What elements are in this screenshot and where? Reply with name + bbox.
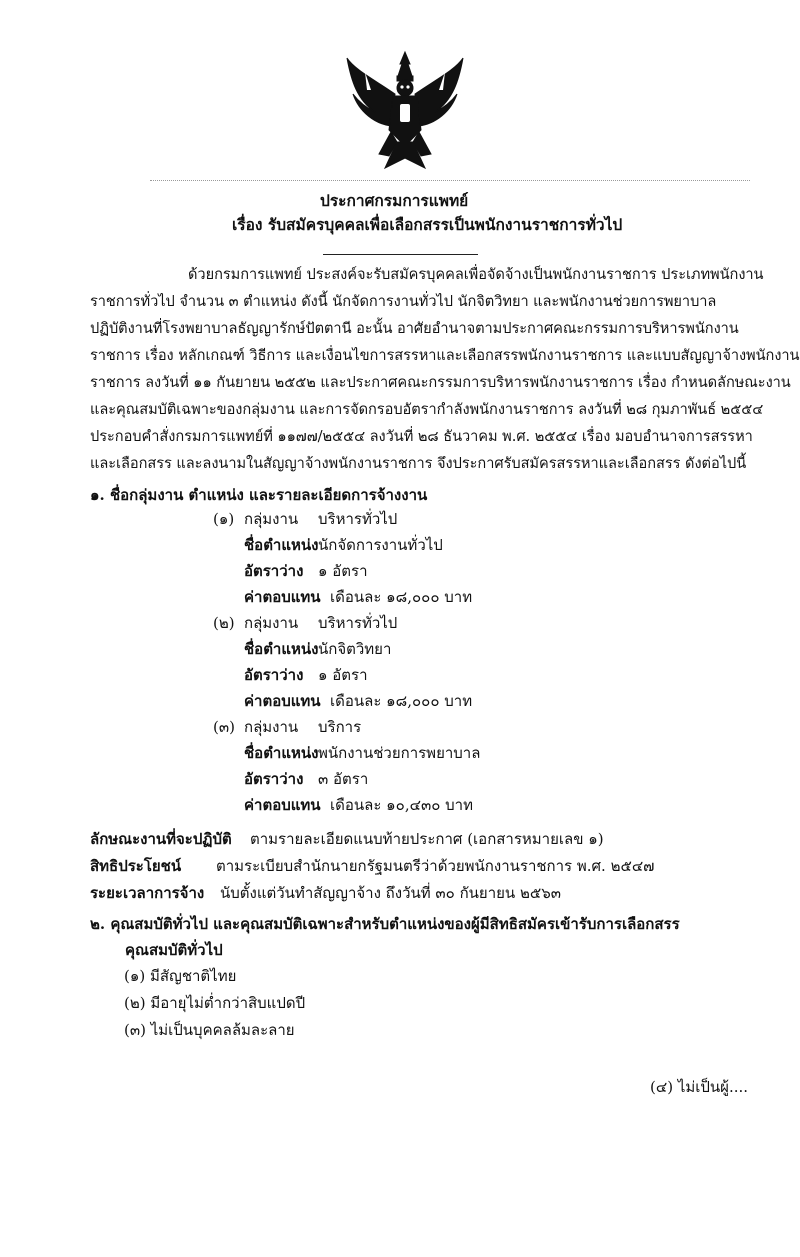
vacancy-label: อัตราว่าง xyxy=(244,562,304,580)
section2-heading: ๒. คุณสมบัติทั่วไป และคุณสมบัติเฉพาะสำหรับตำแหน่งของผู้มีสิทธิสมัครเข้ารับการเลือกสรร xyxy=(90,915,680,933)
vacancy-value: ๑ อัตรา xyxy=(318,666,368,684)
intro-line: และคุณสมบัติเฉพาะของกลุ่มงาน และการจัดกรอบอัตรากำลังพนักงานราชการ ลงวันที่ ๒๘ กุมภาพันธ์ ๒๕๕๔ xyxy=(90,401,764,418)
pay-label: ค่าตอบแทน xyxy=(244,692,321,710)
position-number: (๑) xyxy=(213,510,235,528)
position-number: (๒) xyxy=(213,614,235,632)
group-value: บริหารทั่วไป xyxy=(318,614,398,632)
garuda-emblem-icon xyxy=(345,50,465,172)
group-value: บริการ xyxy=(318,718,362,736)
intro-line: ราชการทั่วไป จำนวน ๓ ตำแหน่ง ดังนี้ นักจัดการงานทั่วไป นักจิตวิทยา และพนักงานช่วยการพยาบาล xyxy=(90,293,717,310)
group-label: กลุ่มงาน xyxy=(244,510,299,528)
group-value: บริหารทั่วไป xyxy=(318,510,398,528)
qualification-item: (๓) ไม่เป็นบุคคลล้มละลาย xyxy=(124,1021,295,1039)
pay-value: เดือนละ ๑๘,๐๐๐ บาท xyxy=(330,588,473,606)
qualification-item: (๒) มีอายุไม่ต่ำกว่าสิบแปดปี xyxy=(124,994,306,1012)
vacancy-label: อัตราว่าง xyxy=(244,770,304,788)
job-nature-value: ตามรายละเอียดแนบท้ายประกาศ (เอกสารหมายเลข ๑) xyxy=(250,830,604,848)
section1-heading: ๑. ชื่อกลุ่มงาน ตำแหน่ง และรายละเอียดการจ้างงาน xyxy=(90,486,428,504)
pay-label: ค่าตอบแทน xyxy=(244,588,321,606)
benefits-label: สิทธิประโยชน์ xyxy=(90,857,182,875)
pay-value: เดือนละ ๑๘,๐๐๐ บาท xyxy=(330,692,473,710)
intro-line: ประกอบคำสั่งกรมการแพทย์ที่ ๑๑๗๗/๒๕๕๔ ลงวันที่ ๒๘ ธันวาคม พ.ศ. ๒๕๕๔ เรื่อง มอบอำนาจการสรรหา xyxy=(90,428,753,445)
qualification-item: (๑) มีสัญชาติไทย xyxy=(124,967,237,985)
intro-line: และเลือกสรร และลงนามในสัญญาจ้างพนักงานราชการ จึงประกาศรับสมัครสรรหาและเลือกสรร ดังต่อไปนี้ xyxy=(90,455,747,472)
position-label: ชื่อตำแหน่ง xyxy=(244,640,319,658)
vacancy-value: ๑ อัตรา xyxy=(318,562,368,580)
pay-label: ค่าตอบแทน xyxy=(244,796,321,814)
period-value: นับตั้งแต่วันทำสัญญาจ้าง ถึงวันที่ ๓๐ กันยายน ๒๕๖๓ xyxy=(220,884,561,902)
period-label: ระยะเวลาการจ้าง xyxy=(90,884,205,902)
position-label: ชื่อตำแหน่ง xyxy=(244,536,319,554)
group-label: กลุ่มงาน xyxy=(244,718,299,736)
intro-line: ราชการ ลงวันที่ ๑๑ กันยายน ๒๕๕๒ และประกาศคณะกรรมการบริหารพนักงานราชการ เรื่อง กำหนดลักษณะงาน xyxy=(90,374,791,391)
vacancy-label: อัตราว่าง xyxy=(244,666,304,684)
intro-line: ด้วยกรมการแพทย์ ประสงค์จะรับสมัครบุคคลเพื่อจัดจ้างเป็นพนักงานราชการ ประเภทพนักงาน xyxy=(188,266,764,283)
group-label: กลุ่มงาน xyxy=(244,614,299,632)
page-continuation: (๔) ไม่เป็นผู้.... xyxy=(650,1078,749,1096)
position-value: นักจิตวิทยา xyxy=(318,640,392,658)
position-number: (๓) xyxy=(213,718,235,736)
intro-line: ปฏิบัติงานที่โรงพยาบาลธัญญารักษ์ปัตตานี อะนั้น อาศัยอำนาจตามประกาศคณะกรรมการบริหารพนักงาน xyxy=(90,320,739,337)
intro-line: ราชการ เรื่อง หลักเกณฑ์ วิธีการ และเงื่อนไขการสรรหาและเลือกสรรพนักงานราชการ และแบบสัญญาจ้างพนักงาน xyxy=(90,347,800,364)
position-label: ชื่อตำแหน่ง xyxy=(244,744,319,762)
job-nature-label: ลักษณะงานที่จะปฏิบัติ xyxy=(90,830,232,848)
section2-subheading: คุณสมบัติทั่วไป xyxy=(125,941,223,959)
vacancy-value: ๓ อัตรา xyxy=(318,770,369,788)
document-title: ประกาศกรมการแพทย์ xyxy=(320,191,469,210)
scan-noise-divider xyxy=(150,180,750,187)
document-subject: เรื่อง รับสมัครบุคคลเพื่อเลือกสรรเป็นพนักงานราชการทั่วไป xyxy=(232,215,623,234)
title-underline xyxy=(323,254,478,255)
pay-value: เดือนละ ๑๐,๔๓๐ บาท xyxy=(330,796,473,814)
position-value: พนักงานช่วยการพยาบาล xyxy=(318,744,481,762)
position-value: นักจัดการงานทั่วไป xyxy=(318,536,443,554)
benefits-value: ตามระเบียบสำนักนายกรัฐมนตรีว่าด้วยพนักงานราชการ พ.ศ. ๒๕๔๗ xyxy=(216,857,655,875)
